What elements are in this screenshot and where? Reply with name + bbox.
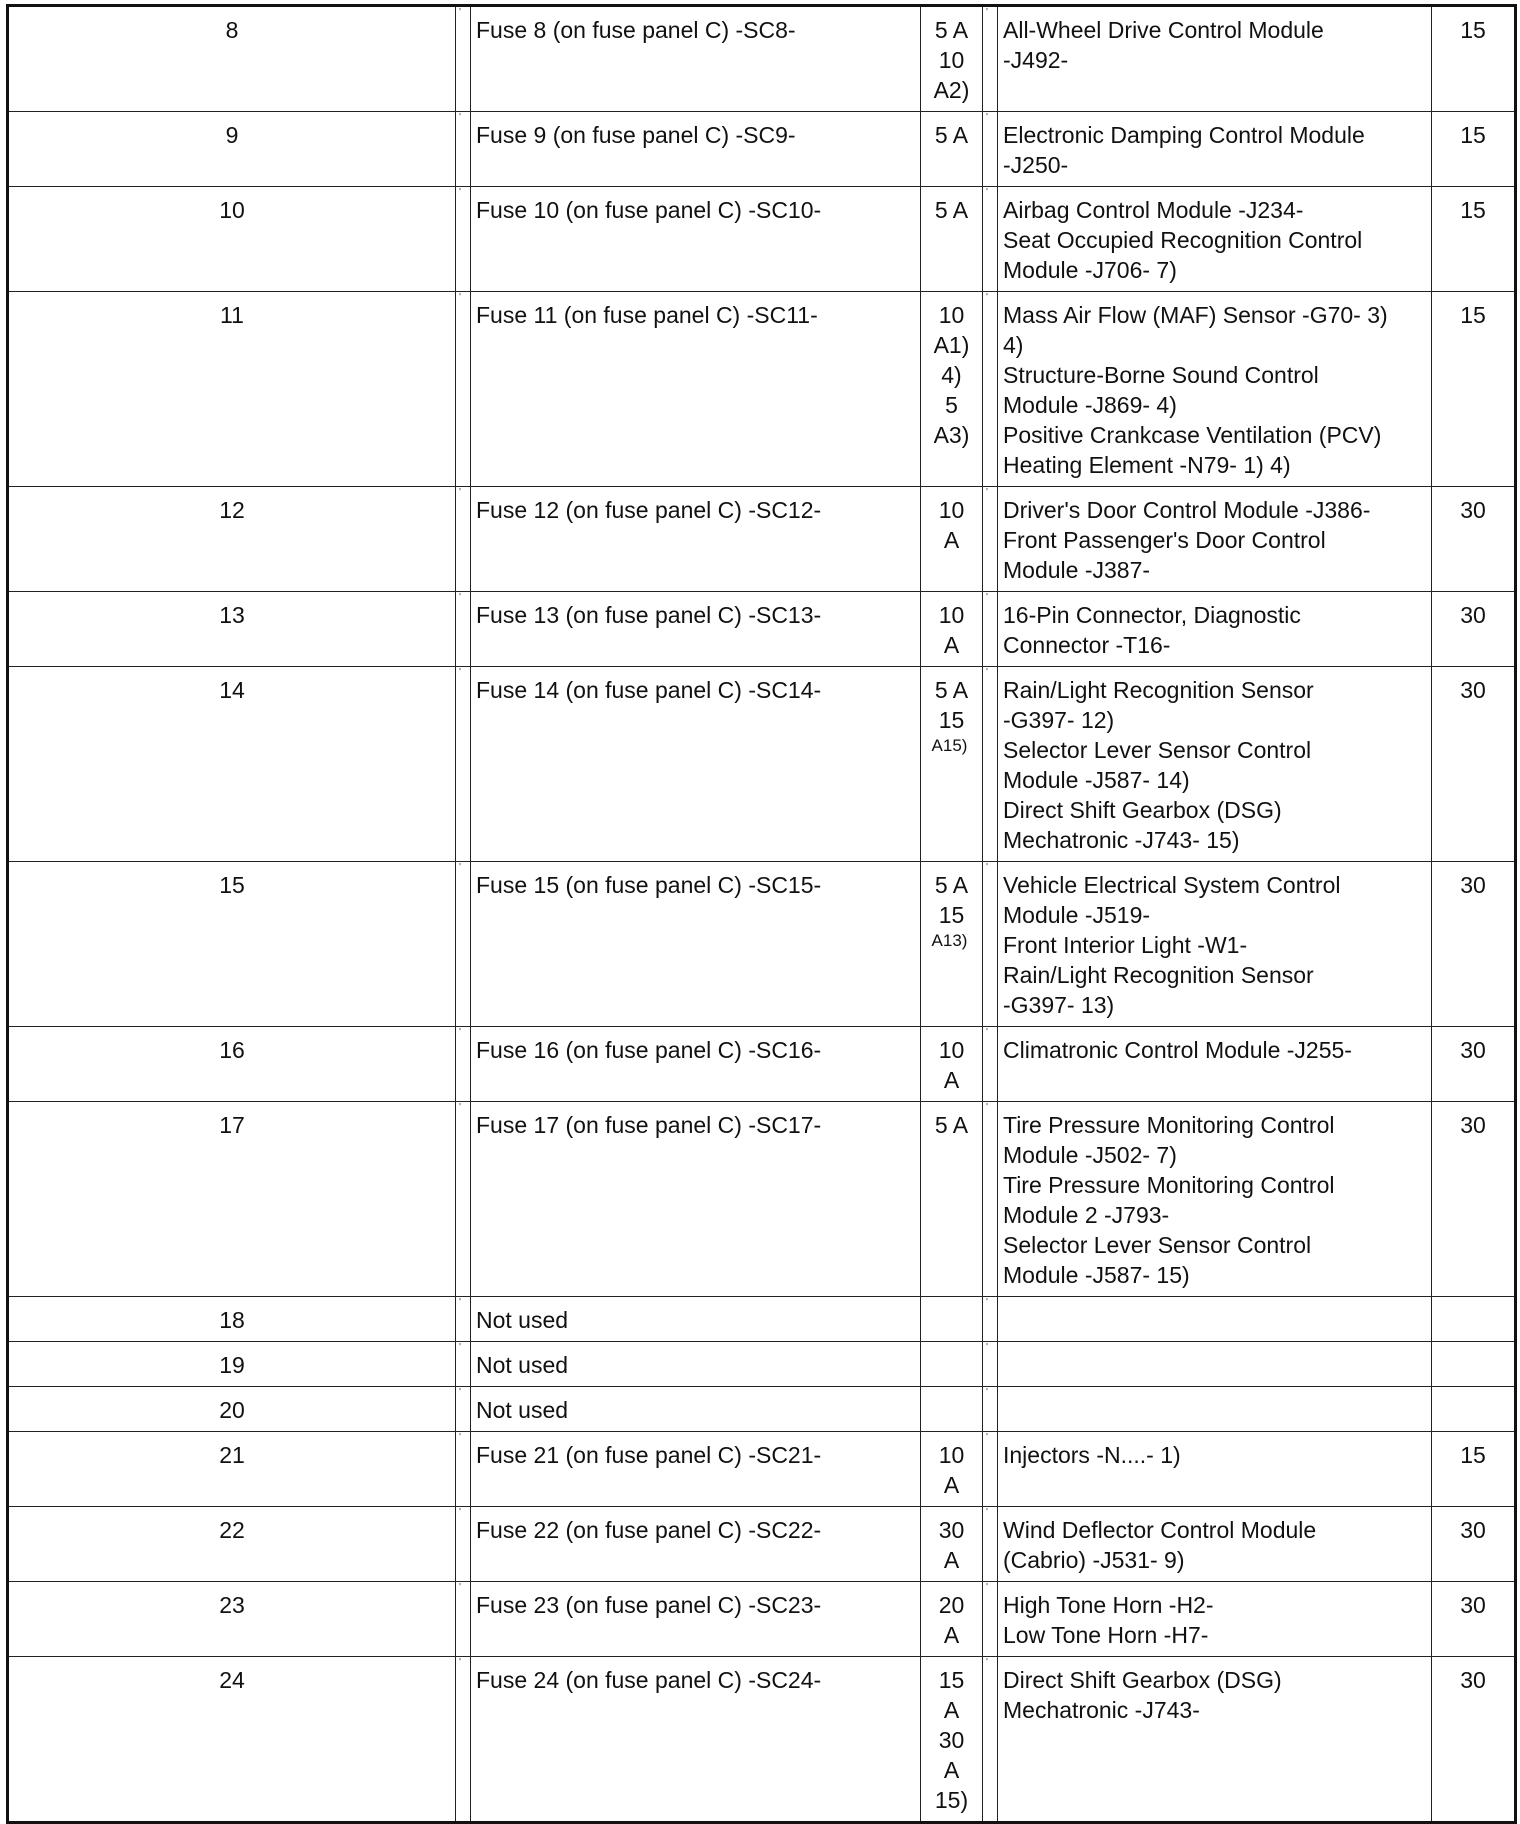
component-line: Low Tone Horn -H7- bbox=[1003, 1622, 1209, 1648]
spacer-cell bbox=[983, 667, 998, 862]
component-line: Front Passenger's Door Control bbox=[1003, 527, 1326, 553]
amperage-cell bbox=[921, 1657, 983, 1823]
spacer-cell bbox=[983, 862, 998, 1027]
component-line: Mechatronic -J743- 15) bbox=[1003, 827, 1240, 853]
spacer-cell bbox=[983, 1432, 998, 1507]
component-line: Selector Lever Sensor Control bbox=[1003, 737, 1312, 763]
amperage-line: A bbox=[943, 1547, 960, 1573]
spacer-cell bbox=[456, 1027, 471, 1102]
fuse-number-cell: 19 bbox=[8, 1342, 456, 1387]
components-cell bbox=[998, 487, 1432, 592]
component-line: Airbag Control Module -J234- bbox=[1003, 197, 1304, 223]
spacer-cell bbox=[983, 187, 998, 292]
spacer-cell bbox=[456, 592, 471, 667]
terminal-cell bbox=[1432, 1297, 1516, 1342]
fuse-name-cell: Fuse 8 (on fuse panel C) -SC8- bbox=[471, 6, 921, 112]
spacer-cell bbox=[983, 487, 998, 592]
component-line: Module -J706- 7) bbox=[1003, 257, 1177, 283]
amperage-line: A bbox=[943, 1067, 960, 1093]
amperage-line: 10 bbox=[938, 1442, 965, 1468]
spacer-cell bbox=[983, 292, 998, 487]
component-line: Module -J502- 7) bbox=[1003, 1142, 1177, 1168]
amperage-line: 5 A bbox=[934, 677, 969, 703]
amperage-line: A1) bbox=[933, 332, 970, 358]
component-line: Rain/Light Recognition Sensor bbox=[1003, 677, 1314, 703]
component-line: -J250- bbox=[1003, 152, 1069, 178]
fuse-number-cell: 12 bbox=[8, 487, 456, 592]
spacer-cell bbox=[456, 1102, 471, 1297]
components-cell bbox=[998, 6, 1432, 112]
amperage-line: A bbox=[943, 632, 960, 658]
amperage-line: 20 bbox=[938, 1592, 965, 1618]
fuse-number-cell: 21 bbox=[8, 1432, 456, 1507]
component-line: Wind Deflector Control Module bbox=[1003, 1517, 1317, 1543]
component-line: Positive Crankcase Ventilation (PCV) bbox=[1003, 422, 1382, 448]
spacer-cell bbox=[983, 592, 998, 667]
amperage-footnote: A13) bbox=[931, 931, 968, 950]
fuse-name-cell: Fuse 11 (on fuse panel C) -SC11- bbox=[471, 292, 921, 487]
fuse-number-cell: 11 bbox=[8, 292, 456, 487]
components-cell bbox=[998, 1342, 1432, 1387]
fuse-number-cell: 8 bbox=[8, 6, 456, 112]
components-cell bbox=[998, 1102, 1432, 1297]
spacer-cell bbox=[456, 1387, 471, 1432]
components-cell bbox=[998, 592, 1432, 667]
spacer-cell bbox=[456, 292, 471, 487]
components-cell bbox=[998, 862, 1432, 1027]
spacer-cell bbox=[456, 1342, 471, 1387]
terminal-cell: 30 bbox=[1432, 1582, 1516, 1657]
fuse-name-cell: Fuse 23 (on fuse panel C) -SC23- bbox=[471, 1582, 921, 1657]
spacer-cell bbox=[983, 6, 998, 112]
fuse-number-cell: 24 bbox=[8, 1657, 456, 1823]
amperage-cell bbox=[921, 1387, 983, 1432]
amperage-cell bbox=[921, 112, 983, 187]
components-cell bbox=[998, 667, 1432, 862]
amperage-cell bbox=[921, 592, 983, 667]
table-row bbox=[8, 1342, 1516, 1387]
amperage-line: 30 bbox=[938, 1727, 965, 1753]
component-line: Connector -T16- bbox=[1003, 632, 1171, 658]
terminal-cell: 15 bbox=[1432, 6, 1516, 112]
spacer-cell bbox=[456, 862, 471, 1027]
component-line: (Cabrio) -J531- 9) bbox=[1003, 1547, 1185, 1573]
table-row bbox=[8, 1432, 1516, 1507]
table-row bbox=[8, 1657, 1516, 1823]
terminal-cell: 30 bbox=[1432, 667, 1516, 862]
component-line: Tire Pressure Monitoring Control bbox=[1003, 1172, 1335, 1198]
component-line: 4) bbox=[1003, 332, 1024, 358]
terminal-cell: 30 bbox=[1432, 487, 1516, 592]
amperage-cell bbox=[921, 1507, 983, 1582]
table-row bbox=[8, 292, 1516, 487]
component-line: Structure-Borne Sound Control bbox=[1003, 362, 1319, 388]
component-line: Seat Occupied Recognition Control bbox=[1003, 227, 1363, 253]
table-row bbox=[8, 1387, 1516, 1432]
components-cell bbox=[998, 1507, 1432, 1582]
fuse-number-cell: 20 bbox=[8, 1387, 456, 1432]
amperage-cell bbox=[921, 667, 983, 862]
table-row bbox=[8, 1582, 1516, 1657]
terminal-cell: 30 bbox=[1432, 1102, 1516, 1297]
fuse-name-cell: Fuse 16 (on fuse panel C) -SC16- bbox=[471, 1027, 921, 1102]
amperage-line: A bbox=[943, 1622, 960, 1648]
amperage-cell bbox=[921, 487, 983, 592]
amperage-line: 15) bbox=[934, 1787, 969, 1813]
components-cell bbox=[998, 1387, 1432, 1432]
spacer-cell bbox=[983, 1297, 998, 1342]
components-cell bbox=[998, 1657, 1432, 1823]
table-row bbox=[8, 862, 1516, 1027]
amperage-line: 5 A bbox=[934, 17, 969, 43]
table-row bbox=[8, 112, 1516, 187]
table-row bbox=[8, 6, 1516, 112]
spacer-cell bbox=[456, 1297, 471, 1342]
component-line: Rain/Light Recognition Sensor bbox=[1003, 962, 1314, 988]
spacer-cell bbox=[983, 1342, 998, 1387]
component-line: Module -J387- bbox=[1003, 557, 1151, 583]
spacer-cell bbox=[983, 1027, 998, 1102]
components-cell bbox=[998, 292, 1432, 487]
component-line: Heating Element -N79- 1) 4) bbox=[1003, 452, 1291, 478]
amperage-line: A bbox=[943, 1472, 960, 1498]
component-line: Climatronic Control Module -J255- bbox=[1003, 1037, 1352, 1063]
amperage-cell bbox=[921, 1432, 983, 1507]
amperage-line: 30 bbox=[938, 1517, 965, 1543]
fuse-number-cell: 16 bbox=[8, 1027, 456, 1102]
fuse-number-cell: 14 bbox=[8, 667, 456, 862]
spacer-cell bbox=[983, 1582, 998, 1657]
terminal-cell: 30 bbox=[1432, 1027, 1516, 1102]
component-line: Direct Shift Gearbox (DSG) bbox=[1003, 797, 1282, 823]
component-line: -G397- 13) bbox=[1003, 992, 1115, 1018]
table-row bbox=[8, 1507, 1516, 1582]
spacer-cell bbox=[456, 487, 471, 592]
component-line: Mass Air Flow (MAF) Sensor -G70- 3) bbox=[1003, 302, 1388, 328]
component-line: Module -J869- 4) bbox=[1003, 392, 1177, 418]
terminal-cell bbox=[1432, 1342, 1516, 1387]
amperage-cell bbox=[921, 1342, 983, 1387]
terminal-cell: 30 bbox=[1432, 862, 1516, 1027]
terminal-cell: 30 bbox=[1432, 1657, 1516, 1823]
table-row bbox=[8, 187, 1516, 292]
fuse-name-cell: Fuse 17 (on fuse panel C) -SC17- bbox=[471, 1102, 921, 1297]
spacer-cell bbox=[456, 187, 471, 292]
spacer-cell bbox=[983, 1102, 998, 1297]
spacer-cell bbox=[456, 112, 471, 187]
amperage-line: A2) bbox=[933, 77, 970, 103]
amperage-line: 5 A bbox=[934, 122, 969, 148]
amperage-line: A bbox=[943, 527, 960, 553]
amperage-line: 10 bbox=[938, 302, 965, 328]
fuse-name-cell: Not used bbox=[471, 1387, 921, 1432]
terminal-cell: 15 bbox=[1432, 112, 1516, 187]
table-row bbox=[8, 1297, 1516, 1342]
table-row bbox=[8, 487, 1516, 592]
fuse-name-cell: Fuse 12 (on fuse panel C) -SC12- bbox=[471, 487, 921, 592]
amperage-cell bbox=[921, 6, 983, 112]
amperage-line: 5 A bbox=[934, 1112, 969, 1138]
fuse-name-cell: Fuse 13 (on fuse panel C) -SC13- bbox=[471, 592, 921, 667]
amperage-line: 15 bbox=[938, 1667, 965, 1693]
table-row bbox=[8, 667, 1516, 862]
fuse-name-cell: Fuse 14 (on fuse panel C) -SC14- bbox=[471, 667, 921, 862]
components-cell bbox=[998, 187, 1432, 292]
table-row bbox=[8, 592, 1516, 667]
component-line: -J492- bbox=[1003, 47, 1069, 73]
amperage-line: 10 bbox=[938, 602, 965, 628]
components-cell bbox=[998, 1027, 1432, 1102]
spacer-cell bbox=[983, 1507, 998, 1582]
components-cell bbox=[998, 1432, 1432, 1507]
amperage-cell bbox=[921, 1582, 983, 1657]
table-row bbox=[8, 1102, 1516, 1297]
fuse-name-cell: Fuse 22 (on fuse panel C) -SC22- bbox=[471, 1507, 921, 1582]
component-line: Module -J587- 14) bbox=[1003, 767, 1190, 793]
component-line: High Tone Horn -H2- bbox=[1003, 1592, 1214, 1618]
terminal-cell: 15 bbox=[1432, 1432, 1516, 1507]
terminal-cell: 15 bbox=[1432, 292, 1516, 487]
amperage-cell bbox=[921, 1102, 983, 1297]
component-line: -G397- 12) bbox=[1003, 707, 1115, 733]
terminal-cell bbox=[1432, 1387, 1516, 1432]
spacer-cell bbox=[456, 1507, 471, 1582]
table-row bbox=[8, 1027, 1516, 1102]
amperage-line: A bbox=[943, 1697, 960, 1723]
amperage-line: 15 bbox=[938, 902, 965, 928]
component-line: Vehicle Electrical System Control bbox=[1003, 872, 1341, 898]
fuse-name-cell: Not used bbox=[471, 1342, 921, 1387]
fuse-number-cell: 9 bbox=[8, 112, 456, 187]
component-line: 16-Pin Connector, Diagnostic bbox=[1003, 602, 1301, 628]
fuse-table-body bbox=[8, 6, 1516, 1823]
components-cell bbox=[998, 1297, 1432, 1342]
amperage-line: A bbox=[943, 1757, 960, 1783]
components-cell bbox=[998, 1582, 1432, 1657]
fuse-number-cell: 18 bbox=[8, 1297, 456, 1342]
amperage-cell bbox=[921, 292, 983, 487]
spacer-cell bbox=[983, 1387, 998, 1432]
component-line: Electronic Damping Control Module bbox=[1003, 122, 1365, 148]
component-line: Mechatronic -J743- bbox=[1003, 1697, 1200, 1723]
amperage-footnote: A15) bbox=[931, 736, 968, 755]
spacer-cell bbox=[456, 1657, 471, 1823]
amperage-cell bbox=[921, 862, 983, 1027]
spacer-cell bbox=[456, 6, 471, 112]
amperage-cell bbox=[921, 1297, 983, 1342]
fuse-name-cell: Fuse 15 (on fuse panel C) -SC15- bbox=[471, 862, 921, 1027]
fuse-name-cell: Fuse 24 (on fuse panel C) -SC24- bbox=[471, 1657, 921, 1823]
terminal-cell: 15 bbox=[1432, 187, 1516, 292]
amperage-line: 5 bbox=[945, 392, 958, 418]
fuse-name-cell: Fuse 21 (on fuse panel C) -SC21- bbox=[471, 1432, 921, 1507]
fuse-number-cell: 22 bbox=[8, 1507, 456, 1582]
terminal-cell: 30 bbox=[1432, 592, 1516, 667]
amperage-line: A3) bbox=[933, 422, 970, 448]
amperage-line: 15 bbox=[938, 707, 965, 733]
component-line: Selector Lever Sensor Control bbox=[1003, 1232, 1312, 1258]
component-line: Injectors -N....- 1) bbox=[1003, 1442, 1181, 1468]
amperage-cell bbox=[921, 1027, 983, 1102]
fuse-number-cell: 23 bbox=[8, 1582, 456, 1657]
fuse-number-cell: 10 bbox=[8, 187, 456, 292]
component-line: Module -J519- bbox=[1003, 902, 1151, 928]
amperage-line: 10 bbox=[938, 497, 965, 523]
spacer-cell bbox=[983, 1657, 998, 1823]
fuse-number-cell: 17 bbox=[8, 1102, 456, 1297]
component-line: Front Interior Light -W1- bbox=[1003, 932, 1248, 958]
terminal-cell: 30 bbox=[1432, 1507, 1516, 1582]
fuse-number-cell: 15 bbox=[8, 862, 456, 1027]
component-line: Module -J587- 15) bbox=[1003, 1262, 1190, 1288]
fuse-name-cell: Fuse 10 (on fuse panel C) -SC10- bbox=[471, 187, 921, 292]
component-line: Tire Pressure Monitoring Control bbox=[1003, 1112, 1335, 1138]
fuse-table-page bbox=[6, 4, 1514, 1824]
spacer-cell bbox=[456, 1432, 471, 1507]
spacer-cell bbox=[456, 667, 471, 862]
component-line: Driver's Door Control Module -J386- bbox=[1003, 497, 1371, 523]
amperage-cell bbox=[921, 187, 983, 292]
component-line: Direct Shift Gearbox (DSG) bbox=[1003, 1667, 1282, 1693]
component-line: Module 2 -J793- bbox=[1003, 1202, 1170, 1228]
spacer-cell bbox=[456, 1582, 471, 1657]
fuse-number-cell: 13 bbox=[8, 592, 456, 667]
amperage-line: 10 bbox=[938, 47, 965, 73]
spacer-cell bbox=[983, 112, 998, 187]
amperage-line: 4) bbox=[941, 362, 962, 388]
amperage-line: 5 A bbox=[934, 872, 969, 898]
components-cell bbox=[998, 112, 1432, 187]
amperage-line: 5 A bbox=[934, 197, 969, 223]
fuse-name-cell: Fuse 9 (on fuse panel C) -SC9- bbox=[471, 112, 921, 187]
amperage-line: 10 bbox=[938, 1037, 965, 1063]
fuse-assignment-table bbox=[6, 4, 1517, 1824]
fuse-name-cell: Not used bbox=[471, 1297, 921, 1342]
component-line: All-Wheel Drive Control Module bbox=[1003, 17, 1324, 43]
